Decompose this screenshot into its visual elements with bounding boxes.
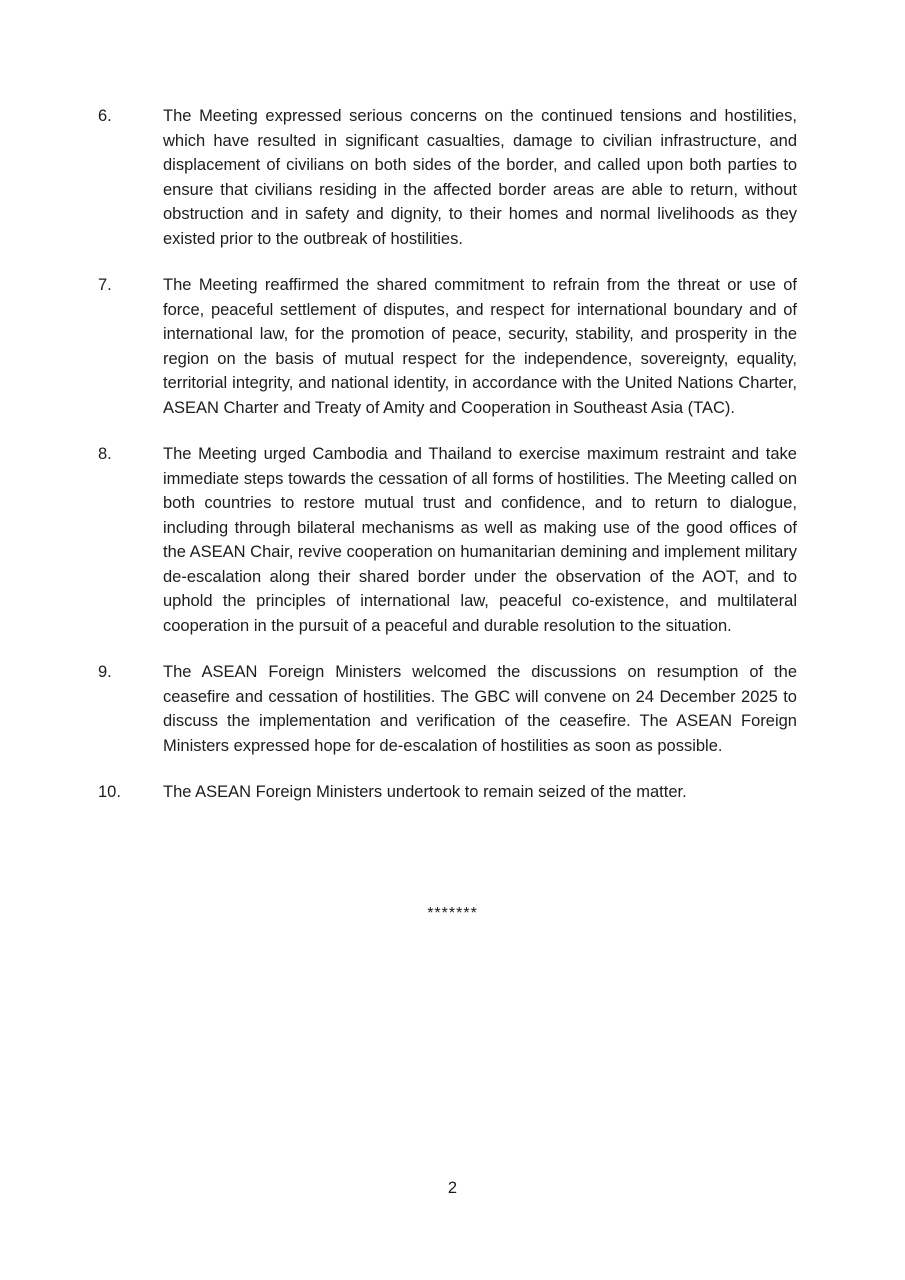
paragraph-number: 8. [98,445,112,463]
paragraph-number: 7. [98,276,112,294]
paragraph-text: The Meeting reaffirmed the shared commitment to refrain from the threat or use of force, peaceful settlement of disputes, and respect for international boundary and of international law, for the promotion of peace, security, stability, and prosperity in the region on the basis of mutual respect for the independence, sovereignty, equality, territorial integrity, and national identity, in accordance with the United Nations Charter, ASEAN Charter and Treaty of Amity and Cooperation in Southeast Asia (TAC). [163,276,797,417]
numbered-paragraph [98,273,797,420]
paragraph-number: 6. [98,107,112,125]
numbered-paragraph [98,780,797,805]
paragraph-text: The ASEAN Foreign Ministers welcomed the discussions on resumption of the ceasefire and cessation of hostilities. The GBC will convene on 24 December 2025 to discuss the implementation and verification of the ceasefire. The ASEAN Foreign Ministers expressed hope for de-escalation of hostilities as soon as possible. [163,663,797,755]
numbered-paragraph [98,104,797,251]
paragraph-number: 9. [98,663,112,681]
numbered-paragraph [98,442,797,638]
paragraph-text: The Meeting urged Cambodia and Thailand to exercise maximum restraint and take immediate steps towards the cessation of all forms of hostilities. The Meeting called on both countries to restore mutual trust and confidence, and to return to dialogue, including through bilateral mechanisms as well as making use of the good offices of the ASEAN Chair, revive cooperation on humanitarian demining and implement military de-escalation along their shared border under the observation of the AOT, and to uphold the principles of international law, peaceful co-existence, and multilateral cooperation in the pursuit of a peaceful and durable resolution to the situation. [163,445,797,635]
paragraph-text: The ASEAN Foreign Ministers undertook to remain seized of the matter. [163,783,687,801]
page-number: 2 [447,1179,458,1197]
end-of-document-marker: ******* [427,905,478,922]
numbered-paragraph [98,660,797,758]
paragraph-number: 10. [98,783,121,801]
paragraph-text: The Meeting expressed serious concerns on the continued tensions and hostilities, which have resulted in significant casualties, damage to civilian infrastructure, and displacement of civilians on both sides of the border, and called upon both parties to ensure that civilians residing in the affected border areas are able to return, without obstruction and in safety and dignity, to their homes and normal livelihoods as they existed prior to the outbreak of hostilities. [163,107,797,248]
